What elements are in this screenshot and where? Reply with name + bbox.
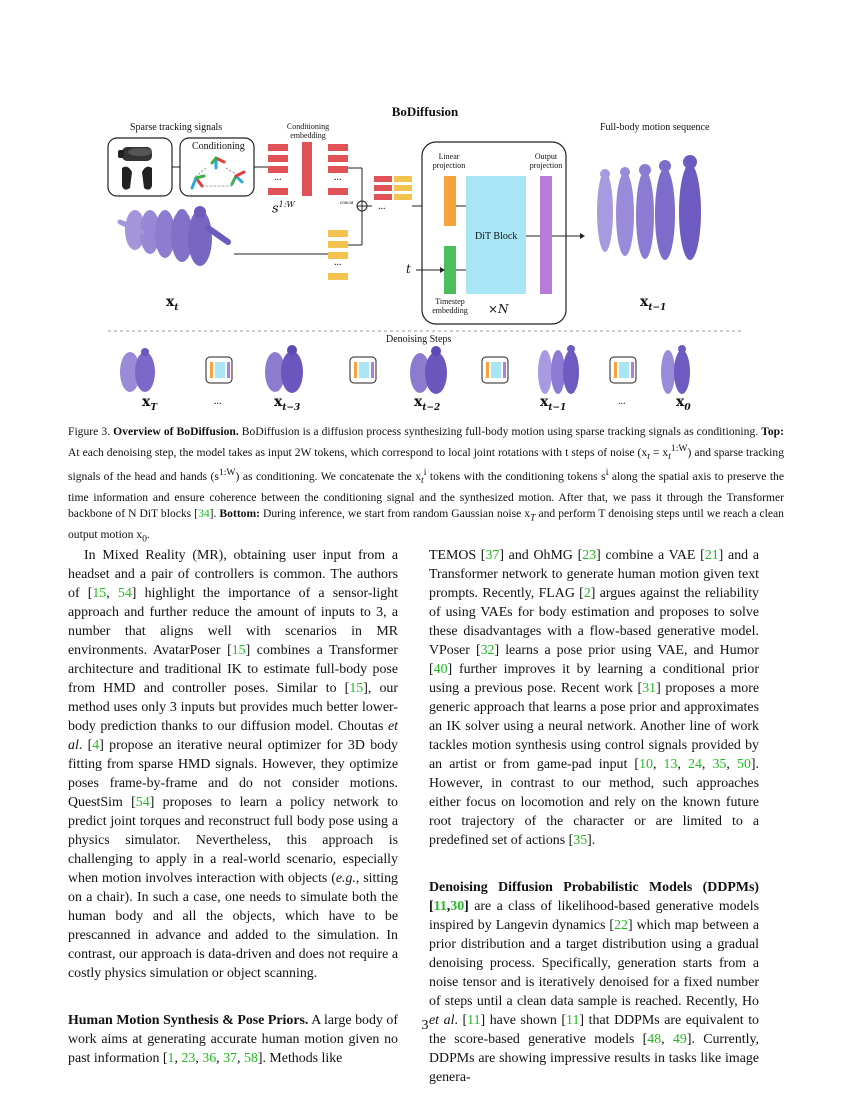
noisy-motion-tokens [328, 230, 348, 280]
label-timestep-embedding: Timestep embedding [432, 297, 468, 315]
figure-diagram [0, 0, 850, 420]
citation-link[interactable]: 23 [582, 548, 597, 563]
citation-link[interactable]: 35 [712, 757, 727, 772]
output-projection-bar [540, 176, 552, 294]
citation-link[interactable]: 22 [614, 918, 628, 933]
citation-link[interactable]: 49 [672, 1032, 687, 1047]
dots-concat: ... [378, 201, 386, 212]
bottom-label-x0: $x_0$ [676, 394, 691, 413]
citation-link[interactable]: 21 [704, 548, 719, 563]
timestep-embedding-bar [444, 246, 456, 294]
section-heading: Denoising Diffusion Probabilistic Models (DDPMs) [ [429, 880, 759, 914]
label-xt-minus-1: $x_{t-1}$ [640, 294, 667, 313]
citation-link[interactable]: 24 [688, 757, 702, 772]
label-sparse-tracking: Sparse tracking signals [130, 122, 223, 133]
paragraph-mixed-reality: In Mixed Reality (MR), obtaining user input from a headset and a pair of controllers is common. The authors of [15, 54] highlight the importance of a sensor-light approach and further reduce the amount of inputs to 3, a number that aligns well with scenarios in MR environments. AvatarPoser [15] combines a Transformer architecture and traditional IK to estimate full-body pose from HMD and controller poses. Similar to [15], our method uses only 3 inputs but provides much better lower-body prediction thanks to our diffusion model. Choutas et al. [4] propose an iterative neural optimizer for 3D body fitting from sparse HMD signals. However, they optimize poses frame-by-frame and do not consider motions. QuestSim [54] proposes to learn a policy network to predict joint torques and reconstruct full body pose using a physics simulator. Nevertheless, this approach is challenging to apply in a real-world scenario, especially when motion involves interaction with objects (e.g., sitting on a chair). In such a case, one needs to simulate both the human body and all the objects, which have to be prescanned in advance and added to the simulation. In contrast, our approach is data-driven and does not require a costly physics simulation or object scanning. [68, 548, 399, 981]
conditioning-embedding-bar [302, 142, 312, 196]
citation-link[interactable]: 13 [663, 757, 678, 772]
right-column [429, 546, 759, 1087]
label-t: t [406, 262, 411, 276]
dots-noise: ... [334, 257, 342, 268]
page-number: 3 [421, 1018, 429, 1033]
citation-link[interactable]: 30 [450, 899, 465, 914]
label-xt: $x_t$ [166, 294, 179, 313]
bottom-label-xt-2: $x_{t-2}$ [414, 394, 441, 413]
label-output-projection: Output projection [529, 152, 563, 170]
tracking-input-box [108, 138, 172, 196]
citation-link[interactable]: 50 [737, 757, 751, 772]
citation-link[interactable]: 15 [349, 681, 364, 696]
label-dit-block: DiT Block [475, 231, 518, 242]
label-denoising-steps: Denoising Steps [386, 334, 452, 345]
citation-link[interactable]: 58 [243, 1051, 258, 1066]
bottom-label-xt-3: $x_{t-3}$ [274, 394, 301, 413]
section-heading: Human Motion Synthesis & Pose Priors. [68, 1013, 309, 1028]
linear-projection-bar [444, 176, 456, 226]
paragraph-motion-synthesis: Human Motion Synthesis & Pose Priors. A large body of work aims at generating accurate human motion given no past information [1, 23, 36, 37, 58]. Methods like [68, 1013, 398, 1066]
citation-link[interactable]: 37 [485, 548, 500, 563]
concatenated-tokens [374, 176, 412, 200]
label-conditioning-embedding: Conditioning embedding [286, 122, 330, 140]
label-linear-projection: Linear projection [432, 152, 466, 170]
citation-link[interactable]: 37 [223, 1051, 238, 1066]
caption-bold-title: Overview of BoDiffusion. [113, 425, 239, 438]
citation-link[interactable]: 35 [573, 833, 588, 848]
bottom-label-xt-1: $x_{t-1}$ [540, 394, 567, 413]
input-motion-figures [120, 206, 228, 266]
output-motion-figures [597, 155, 701, 260]
figure-caption: Figure 3. Overview of BoDiffusion. BoDiffusion is a diffusion process synthesizing full-body motion using sparse tracking signals as conditioning. Top: At each denoising step, the model takes as input 2W tokens, which correspond to local joint rotations with t steps of noise $(x_t = x_t^{1:W})$ and sparse tracking signals of the head and hands $(s^{1:W})$ as conditioning. We concatenate the $x_t^i$ tokens with the conditioning tokens $s^i$ along the spatial axis to preserve the time information and ensure coherence between the conditioning signal and the synthesized motion. After that, we pass it through the Transformer backbone of N DiT blocks [34]. Bottom: During inference, we start from random Gaussian noise $x_T$ and perform T denoising steps until we reach a clean output motion $x_0$. [68, 425, 784, 545]
citation-link[interactable]: 54 [135, 795, 150, 810]
label-conditioning: Conditioning [192, 141, 245, 152]
paragraph-temos: TEMOS [37] and OhMG [23] combine a VAE [21] and a Transformer network to generate human motion given text prompts. Recently, FLAG [2] argues against the reliability of using VAEs for body estimation and proposes to solve these disadvantages with a flow-based generative model. VPoser [32] learns a pose prior using VAE, and Humor [40] further improves it by learning a conditional prior using a previous pose. Recent work [31] proposes a more generic approach that learns a pose prior and approximates an IK solver using a neural network. Another line of work tackles motion synthesis using control signals provided by an artist or from game-pad input [10, 13, 24, 35, 50]. However, in contrast to our method, such approaches either focus on locomotion and rely on the known future root trajectory of the character or are limited to a predefined set of actions [35]. [429, 548, 759, 848]
citation-link[interactable]: 11 [566, 1013, 580, 1028]
caption-label: Figure 3. [68, 425, 111, 438]
dots-right: ... [334, 172, 342, 183]
citation-link[interactable]: 48 [647, 1032, 662, 1047]
left-column [68, 546, 398, 1068]
citation-link[interactable]: 40 [433, 662, 448, 677]
citation-link[interactable]: 54 [117, 586, 132, 601]
citation-link[interactable]: 11 [467, 1013, 481, 1028]
label-full-body: Full-body motion sequence [600, 122, 710, 133]
citation-link[interactable]: 2 [583, 586, 591, 601]
citation-link[interactable]: 15 [231, 643, 246, 658]
citation-link[interactable]: 23 [181, 1051, 196, 1066]
conditioning-tokens-right [328, 144, 348, 195]
citation-link[interactable]: 31 [642, 681, 657, 696]
bottom-label-dots-2: ... [618, 396, 626, 407]
dots-left: ... [274, 172, 282, 183]
citation-link[interactable]: 1 [167, 1051, 175, 1066]
vr-headset-icon [118, 147, 152, 161]
bottom-label-xT: $x_T$ [142, 394, 158, 413]
paragraph-ddpm: Denoising Diffusion Probabilistic Models (DDPMs) [11,30] are a class of likelihood-based generative models inspired by Langevin dynamics [22] which map between a prior distribution and a target distribution using a gradual denoising process. Specifically, generation starts from a noise tensor and is iteratively denoised for a fixed number of steps until a clean data sample is reached. Recently, Ho et al. [11] have shown [11] that DDPMs are equivalent to the score-based generative models [48, 49]. Currently, DDPMs are showing impressive results in tasks like image genera- [429, 880, 760, 1085]
citation-link[interactable]: 34 [198, 507, 210, 521]
citation-link[interactable]: 36 [202, 1051, 217, 1066]
citation-link[interactable]: 11 [433, 899, 447, 914]
bottom-label-dots-1: ... [214, 396, 222, 407]
citation-link[interactable]: 32 [480, 643, 495, 658]
figure-title: BoDiffusion [391, 104, 459, 119]
label-concat: concat [340, 201, 354, 206]
label-s: $s^{1:W}$ [272, 200, 295, 217]
citation-link[interactable]: 15 [92, 586, 107, 601]
conditioning-tokens-left [268, 144, 288, 195]
citation-link[interactable]: 10 [639, 757, 653, 772]
label-times-n: ×N [488, 302, 509, 316]
citation-link[interactable]: 4 [92, 738, 100, 753]
